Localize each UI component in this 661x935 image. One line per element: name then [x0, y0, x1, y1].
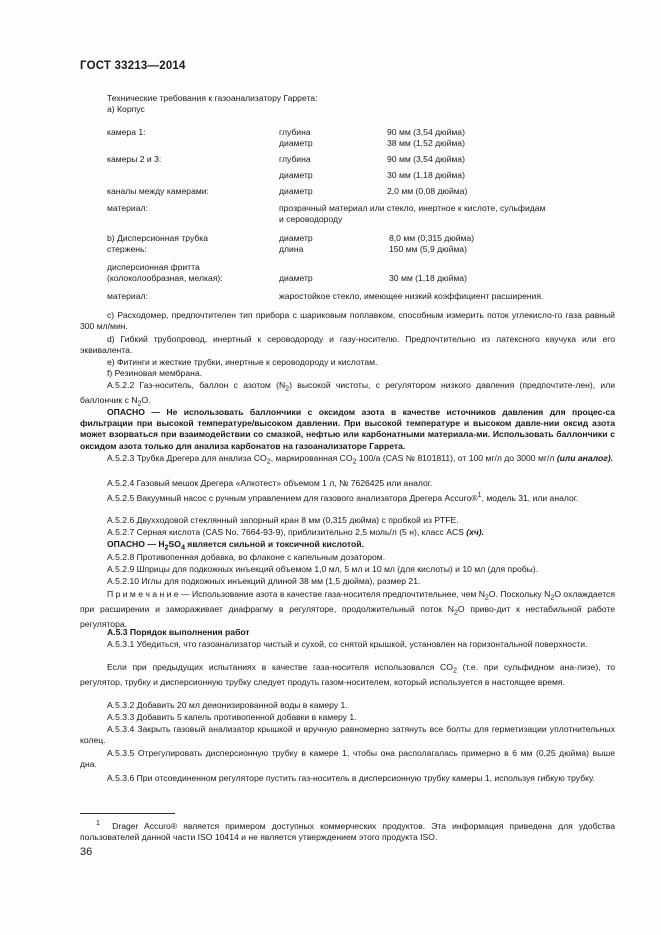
- para-a5210: А.5.2.10 Иглы для подкожных инъекций длиной 38 мм (1,5 дюйма), размер 21.: [107, 576, 421, 586]
- a523-part1: А.5.2.3 Трубка Дрегера для анализа CO: [107, 453, 267, 463]
- subscript-2: 2: [453, 608, 458, 617]
- prior-part2: (т.е. при сульфидном ана-лизе), то регулятор, трубку и дисперсионную трубку следует продуть газом-носителем, который используется в настоящее время.: [80, 662, 615, 687]
- standard-header: ГОСТ 33213—2014: [80, 60, 186, 72]
- frit-label-line2: (колоколообразная, мелкая):: [107, 273, 223, 283]
- para-d: d) Гибкий трубопровод, инертный к сероводороду и газу-носителю. Предпочтительно из латексного каучука или его эквивалента.: [80, 334, 615, 356]
- warn2-part2: SO: [168, 539, 181, 549]
- material2-value: жаростойкое стекло, имеющее низкий коэффициент расширения.: [279, 291, 544, 301]
- cam23-param2: диаметр: [279, 170, 313, 180]
- para-a529: А.5.2.9 Шприцы для подкожных инъекций объемом 1,0 мл, 5 мл и 10 мл (для кислоты) и 10 мл (для пробы).: [107, 564, 539, 574]
- rod-label: стержень:: [107, 244, 147, 254]
- a527-grade: (хч).: [466, 527, 484, 537]
- cam23-label: камеры 2 и 3:: [107, 154, 162, 164]
- para-a526: А.5.2.6 Двухходовой стеклянный запорный кран 8 мм (0,315 дюйма) с пробкой из PTFE.: [107, 515, 459, 525]
- page-number: 36: [80, 846, 93, 858]
- intro-line: Технические требования к газоанализатору Гаррета:: [107, 93, 318, 103]
- para-a527: [80, 527, 615, 538]
- a522-part1: А.5.2.2 Газ-носитель, баллон с азотом (N: [107, 380, 286, 390]
- cam1-label: камера 1:: [107, 127, 146, 137]
- cam23-value2: 30 мм (1,18 дюйма): [387, 170, 465, 180]
- subscript-4: 4: [180, 543, 185, 552]
- warn2-part1: ОПАСНО — H: [107, 539, 165, 549]
- note-part4: O приво-дит к нестабильной работе регулятора.: [80, 603, 615, 629]
- note-part1: П р и м е ч а н и е — Использование азота в качестве газа-носителя предпочтительнее, чем N: [107, 589, 485, 599]
- para-a534: А.5.3.4 Закрыть газовый анализатор крышкой и вручную равномерно затянуть все болты для герметизации уплотнительных колец.: [80, 724, 615, 746]
- prior-part1: Если при предыдущих испытаниях в качестве газа-носителя использовался CO: [107, 662, 453, 672]
- cam1-value1: 90 мм (3,54 дюйма): [387, 127, 465, 137]
- para-a528: А.5.2.8 Противопенная добавка, во флаконе с капельным дозатором.: [107, 552, 386, 562]
- subscript-2: 2: [164, 543, 169, 552]
- item-a-title: а) Корпус: [107, 104, 145, 114]
- para-a532: А.5.3.2 Добавить 20 мл деионизированной воды в камеру 1.: [107, 700, 348, 710]
- material-label: материал:: [107, 203, 148, 213]
- note-part3: O охлаждается при расширении и замораживает диафрагму в регуляторе, продолжительный поток N: [80, 589, 615, 614]
- subscript-2: 2: [266, 457, 271, 466]
- footnote-text: Drager Accuro® является примером доступных коммерческих продуктов. Эта информация приведена для удобства пользователей данной части ISO 10414 и не является утверждением этого продукта ISO.: [80, 820, 615, 843]
- para-a523: [80, 453, 615, 468]
- a527-part1: А.5.2.7 Серная кислота (CAS No. 7664-93-9), приблизительно 2,5 моль/л (5 н), класс ACS: [107, 527, 467, 537]
- frit-label-line1: дисперсионная фритта: [107, 262, 200, 272]
- a523-part2: , маркированная CO: [270, 453, 353, 463]
- subscript-2: 2: [352, 457, 357, 466]
- rod-value: 150 мм (5,9 дюйма): [389, 244, 467, 254]
- para-f: f) Резиновая мембрана.: [107, 368, 203, 378]
- footnote-marker: 1: [96, 819, 100, 827]
- note-part2: O. Поскольку N: [488, 589, 551, 599]
- para-e: е) Фитинги и жесткие трубки, инертные к сероводороду и кислотам.: [107, 357, 378, 367]
- subscript-2: 2: [550, 593, 555, 602]
- footnote: [80, 818, 615, 843]
- cam23-value1: 90 мм (3,54 дюйма): [387, 154, 465, 164]
- subscript-2: 2: [137, 399, 142, 408]
- para-a525: [80, 490, 615, 504]
- material-value-line1: прозрачный материал или стекло, инертное к кислоте, сульфидам: [279, 203, 546, 213]
- subscript-2: 2: [484, 593, 489, 602]
- footnote-separator: [80, 813, 175, 814]
- para-prior-tests: [80, 662, 615, 688]
- a522-part2: ) высокой чистоты, с регулятором низкого давления (предпочтите-лен), или баллончик с N: [80, 380, 616, 405]
- cam1-value2: 38 мм (1,52 дюйма): [387, 138, 465, 148]
- a525-part1: А.5.2.5 Вакуумный насос с ручным управлением для газового анализатора Дрегера Accuro®: [107, 492, 478, 503]
- rod-param: длина: [279, 244, 304, 254]
- a522-part3: O.: [141, 394, 151, 405]
- warn2-part3: является сильной и токсичной кислотой.: [184, 539, 364, 549]
- subscript-2: 2: [452, 666, 457, 675]
- frit-param: диаметр: [279, 273, 313, 283]
- channels-value: 2,0 мм (0,08 дюйма): [387, 186, 468, 196]
- section-a53-heading: А.5.3 Порядок выполнения работ: [107, 627, 250, 637]
- tube-param: диаметр: [279, 233, 313, 243]
- cam1-param1: глубина: [279, 127, 311, 137]
- cam1-param2: диаметр: [279, 138, 313, 148]
- a523-or-analog: (или аналог).: [556, 453, 614, 463]
- footnote-ref: 1: [477, 491, 482, 499]
- tube-label: b) Дисперсионная трубка: [107, 233, 209, 243]
- cam23-param1: глубина: [279, 154, 311, 164]
- para-c: с) Расходомер, предпочтителен тип прибора с шариковым поплавком, способным измерить поток углекисло-го газа равный 300 мл/мин.: [80, 310, 615, 332]
- frit-value: 30 мм (1,18 дюйма): [389, 273, 467, 283]
- para-a536: А.5.3.6 При отсоединенном регуляторе пустить газ-носитель в дисперсионную трубку камеры 1, используя гибкую трубку.: [107, 773, 595, 783]
- para-a533: А.5.3.3 Добавить 5 капель противопенной добавки в камеру 1.: [107, 712, 357, 722]
- material2-label: материал:: [107, 291, 148, 301]
- material-value-line2: и сероводороду: [279, 214, 343, 224]
- channels-param: диаметр: [279, 186, 313, 196]
- channels-label: каналы между камерами:: [107, 186, 209, 196]
- para-a535: А.5.3.5 Отрегулировать дисперсионную трубку в камере 1, чтобы она располагалась примерно в 6 мм (0,25 дюйма) выше дна.: [80, 748, 615, 770]
- para-a524: А.5.2.4 Газовый мешок Дрегера «Алкотест» объемом 1 л, № 7626425 или аналог.: [107, 478, 433, 488]
- tube-value: 8,0 мм (0,315 дюйма): [389, 233, 475, 243]
- para-a531: А.5.3.1 Убедиться, что газоанализатор чистый и сухой, со снятой крышкой, установлен на горизонтальной поверхности.: [107, 639, 588, 649]
- a525-part2: , модель 31, или аналог.: [481, 492, 579, 503]
- a523-part3: 100/а (CAS № 8101811), от 100 мг/л до 3000 мг/л: [356, 453, 557, 463]
- warning-nitrous-oxide: ОПАСНО — Не использовать баллончики с оксидом азота в качестве источников давления для процес-са фильтрации при высокой температуре/высоком давлении. При высокой температуре и высоком давле-нии оксид азота может взорваться при взаимодействии со смазкой, нефтью или карбонатными материала-ми. Использовать баллончики с оксидом азота только для анализа карбонатов на газоанализаторе Гаррета.: [80, 407, 615, 451]
- para-a522: [80, 380, 615, 410]
- subscript-2: 2: [285, 384, 290, 393]
- note-paragraph: [80, 589, 615, 630]
